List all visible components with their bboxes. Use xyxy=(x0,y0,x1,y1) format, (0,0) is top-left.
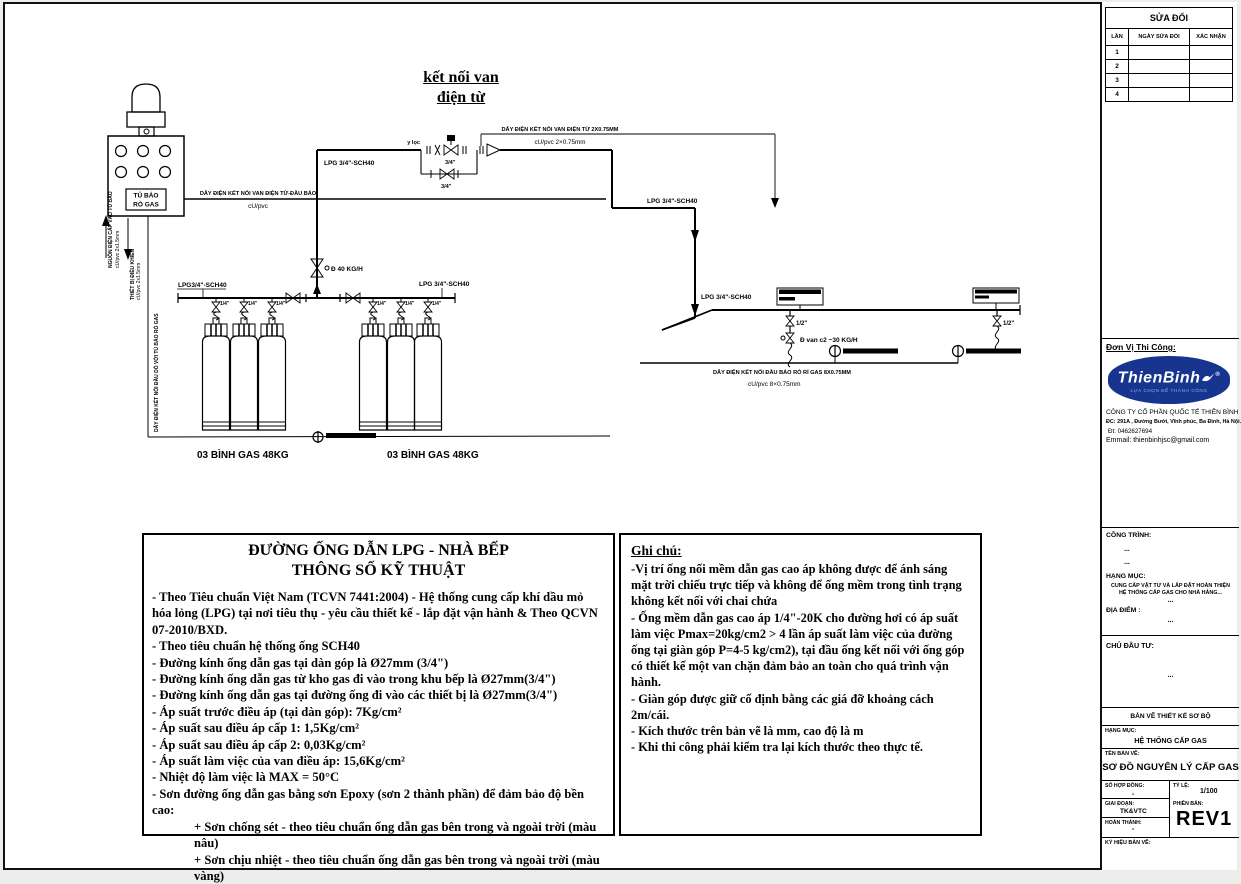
spec-line: - Đường kính ống dẫn gas tại dàn góp là Ø27mm (3/4") xyxy=(152,655,605,671)
gas-cylinder xyxy=(388,318,415,430)
tyle-label: TỶ LỆ: xyxy=(1173,783,1189,789)
wire-arrow-icon xyxy=(771,198,779,208)
note-line: - Giàn góp được giữ cố định bằng các giá đỡ khoảng cách 2m/cái. xyxy=(631,691,970,723)
chudautu-label: CHỦ ĐẦU TƯ: xyxy=(1106,641,1235,650)
revision-row xyxy=(1106,74,1232,88)
rev-sign xyxy=(1190,46,1232,59)
solenoid-valve-icon xyxy=(444,135,458,155)
spec-box xyxy=(142,533,615,836)
power-in-spec: cU/pvc 2x1.5mm xyxy=(115,231,121,268)
revision-row xyxy=(1106,60,1232,74)
congtrinh-value: ... xyxy=(1124,546,1130,553)
contractor-phone: Đt: 0462627694 xyxy=(1108,428,1152,435)
rev-date xyxy=(1129,60,1190,73)
giaidoan-value: TK&VTC xyxy=(1120,808,1147,815)
kitchen-line xyxy=(640,288,1021,388)
gas-cylinder xyxy=(415,318,442,430)
hangmuc-line2: HỆ THỐNG CẤP GAS CHO NHÀ HÀNG... xyxy=(1102,590,1239,596)
wire-tag xyxy=(326,433,376,438)
rev-sign xyxy=(1190,60,1232,73)
spec-line: - Sơn đường ống dẫn gas bằng sơn Epoxy (sơn 2 thành phần) để đảm bảo độ bền cao: xyxy=(152,786,605,819)
cylinder-manifold xyxy=(177,150,470,303)
note-line: - Ống mềm dẫn gas cao áp 1/4"-20K cho đường hơi có áp suất làm việc Pmax=20kg/cm2 > 4 lần áp suất làm việc của đường ống tại giàn góp P=4-5 kg/cm2), tại đầu ống kết nối với ống góp có thiết kế một van chặn đảm bảo an toàn cho quá trình vận hành. xyxy=(631,610,970,691)
rev-num: 4 xyxy=(1106,88,1129,101)
takeoff-size: 1/4" xyxy=(220,301,230,307)
spec-line: - Đường kính ống dẫn gas từ kho gas đi vào trong khu bếp là Ø27mm(3/4") xyxy=(152,671,605,687)
spec-line: - Áp suất sau điều áp cấp 1: 1,5Kg/cm² xyxy=(152,720,605,736)
cabinet-label-2: RÒ GAS xyxy=(133,200,159,209)
takeoff-size: 1/4" xyxy=(432,301,442,307)
logo-name: ThienBinh xyxy=(1118,369,1201,386)
takeoff-size: 1/4" xyxy=(248,301,258,307)
gas-cylinder xyxy=(231,318,258,430)
solenoid-valve-detail xyxy=(317,135,698,208)
contractor-email: Emmail: thienbinhjsc@gmail.com xyxy=(1106,437,1209,444)
flex-hose-icon xyxy=(995,326,998,350)
flow-arrow-icon xyxy=(691,304,699,316)
takeoff xyxy=(397,298,415,320)
manifold-right-label: LPG 3/4"-SCH40 xyxy=(419,281,470,288)
power-in-label: NGUỒN ĐIỆN CẤP VÀO TỦ BÁO xyxy=(106,191,114,268)
spec-title-2: THÔNG SỐ KỸ THUẬT xyxy=(152,561,605,581)
hangmuc-label: HẠNG MỤC: xyxy=(1106,573,1235,580)
equipment-label-box xyxy=(973,288,1019,310)
note-line: - Kích thước trên bản vẽ là mm, cao độ là m xyxy=(631,723,970,739)
spec-line: - Áp suất sau điều áp cấp 2: 0,03Kg/cm² xyxy=(152,737,605,753)
regulator-stage1-label: Đ 40 KG/H xyxy=(331,266,363,273)
takeoff xyxy=(212,298,230,320)
valve-size: 1/2" xyxy=(796,321,807,327)
spec-line: - Nhiệt độ làm việc là MAX = 50°C xyxy=(152,769,605,785)
spec-line: - Theo Tiêu chuẩn Việt Nam (TCVN 7441:2004) - Hệ thống cung cấp khí dầu mỏ hóa lỏng (LPG) tại nơi tiêu thụ - yêu cầu thiết kế - lắp đặt vận hành & Theo QCVN 07-2010/BXD. xyxy=(152,589,605,638)
revision-header-row xyxy=(1106,29,1232,46)
gas-cylinder xyxy=(259,318,286,430)
notes-title: Ghi chú: xyxy=(631,543,970,559)
chudautu-value: ... xyxy=(1102,672,1239,679)
congtrinh-value: ... xyxy=(1124,559,1130,566)
detector-wire-spec: cU/pvc 8×0.75mm xyxy=(748,381,801,388)
valve-size: 3/4" xyxy=(441,184,452,190)
gas-cylinder xyxy=(203,318,230,430)
cylinder-group-left-label: 03 BÌNH GAS 48KG xyxy=(197,448,289,461)
col-xacnhan: XÁC NHẬN xyxy=(1190,29,1232,45)
solenoid-wire-label: DÂY ĐIỆN KẾT NỐI VAN ĐIỆN TỪ 2X0.75MM xyxy=(502,125,619,133)
wire-tag xyxy=(843,349,898,354)
spec-line: + Sơn chịu nhiệt - theo tiêu chuẩn ống dẫn gas bên trong và ngoài trời (màu vàng) xyxy=(152,852,605,884)
gas-alarm-cabinet xyxy=(108,136,184,216)
phienban-value: REV1 xyxy=(1176,808,1232,831)
diadiem-value: ... xyxy=(1102,617,1239,624)
equipment-drop xyxy=(781,310,858,367)
tb-hangmuc-value: HỆ THỐNG CẤP GAS xyxy=(1102,736,1239,745)
hangmuc-line1: CUNG CẤP VẬT TƯ VÀ LẮP ĐẶT HOÀN THIỆN xyxy=(1102,583,1239,589)
detail-title-line1: kết nối van xyxy=(388,68,534,88)
alarm-bell-icon xyxy=(127,84,165,136)
rev-num: 3 xyxy=(1106,74,1129,87)
regulator-stage1-icon xyxy=(311,259,329,277)
rev-num: 2 xyxy=(1106,60,1129,73)
regulator-stage2-icon xyxy=(786,333,794,343)
actuator-icon xyxy=(487,144,500,156)
spec-line: + Sơn chống sét - theo tiêu chuẩn ống dẫn gas bên trong và ngoài trời (màu nâu) xyxy=(152,819,605,852)
kitchen-riser xyxy=(662,208,752,330)
detector-loop-wire xyxy=(148,216,610,443)
gas-cylinders xyxy=(197,318,479,461)
tb-hangmuc-label: HẠNG MỤC: xyxy=(1105,728,1234,734)
revision-table xyxy=(1105,7,1233,102)
hoanthanh-value: - xyxy=(1132,826,1134,833)
logo-text xyxy=(1118,367,1221,386)
ctrl-out-spec: cU/pvc 2x1.5mm xyxy=(136,263,142,300)
revision-row xyxy=(1106,88,1232,101)
spec-line: - Theo tiêu chuẩn hệ thống ống SCH40 xyxy=(152,638,605,654)
contractor-company: CÔNG TY CỔ PHẦN QUỐC TẾ THIÊN BÌNH xyxy=(1106,409,1237,416)
sohopdong-value: - xyxy=(1132,791,1134,798)
strainer-label: y lọc xyxy=(407,140,420,146)
logo-tagline: LỰA CHỌN ĐỂ THÀNH CÔNG xyxy=(1130,388,1207,393)
spec-line: - Đường kính ống dẫn gas tại đường ống đi vào các thiết bị là Ø27mm(3/4") xyxy=(152,687,605,703)
solenoid-wire-spec: cU/pvc 2×0.75mm xyxy=(535,139,586,146)
manifold-left-label: LPG3/4"-SCH40 xyxy=(178,282,227,289)
strainer-icon xyxy=(435,145,440,155)
contractor-address: ĐC: 291A , Đường Bưởi, Vĩnh phúc, Ba Đình, Hà Nội. xyxy=(1106,419,1237,425)
takeoff-valve-icon xyxy=(212,302,220,312)
rev-num: 1 xyxy=(1106,46,1129,59)
detector-wire-run xyxy=(640,345,1021,388)
giaidoan-label: GIAI ĐOẠN: xyxy=(1105,801,1234,807)
rev-sign xyxy=(1190,74,1232,87)
note-line: - Khi thi công phải kiểm tra lại kích thước theo thực tế. xyxy=(631,739,970,755)
takeoff-valve-icon xyxy=(240,302,248,312)
congtrinh-label: CÔNG TRÌNH: xyxy=(1106,532,1235,539)
takeoff-valve-icon xyxy=(424,302,432,312)
registered-mark: ® xyxy=(1215,372,1220,378)
detector-wire-vert-label: DÂY ĐIỆN KẾT NỐI ĐẦU DÒ VỚI TỦ BÁO RÒ GAS xyxy=(152,313,160,432)
sohopdong-label: SỐ HỢP ĐỒNG: xyxy=(1105,783,1234,789)
isolation-valve-icon xyxy=(786,316,794,326)
takeoff-valve-icon xyxy=(369,302,377,312)
revision-title: SỬA ĐỔI xyxy=(1106,8,1232,29)
bird-icon xyxy=(1201,373,1215,382)
phienban-label: PHIÊN BẢN: xyxy=(1173,801,1203,807)
valve-size: 1/2" xyxy=(1003,321,1014,327)
notes-box xyxy=(619,533,982,836)
spec-line: - Áp suất làm việc của van điều áp: 15,6Kg/cm² xyxy=(152,753,605,769)
detail-title-line2: điện từ xyxy=(388,88,534,108)
wire-label: DÂY ĐIỆN KẾT NỐI VAN ĐIỆN TỪ-ĐẦU BÁO xyxy=(200,189,317,197)
riser-label: LPG 3/4"-SCH40 xyxy=(701,294,752,301)
tb-ten-value: SƠ ĐỒ NGUYÊN LÝ CẤP GAS xyxy=(1102,762,1239,773)
takeoff xyxy=(240,298,258,320)
rev-date xyxy=(1129,46,1190,59)
cylinder-group-right-label: 03 BÌNH GAS 48KG xyxy=(387,448,479,461)
hoanthanh-label: HOÀN THÀNH: xyxy=(1105,820,1234,826)
col-ngay: NGÀY SỬA ĐỔI xyxy=(1129,29,1190,45)
takeoff-size: 1/4" xyxy=(405,301,415,307)
contractor-heading: Đơn Vị Thi Công: xyxy=(1106,342,1176,352)
detail-title xyxy=(388,68,534,108)
spec-line: - Áp suất trước điều áp (tại dàn góp): 7Kg/cm² xyxy=(152,704,605,720)
flow-arrow-icon xyxy=(691,230,699,242)
rev-date xyxy=(1129,74,1190,87)
cylinder-takeoffs xyxy=(212,298,442,320)
takeoff-size: 1/4" xyxy=(276,301,286,307)
tyle-value: 1/100 xyxy=(1200,788,1218,795)
takeoff xyxy=(424,298,442,320)
detector-wire-label: DÂY ĐIỆN KẾT NỐI ĐẦU BÁO RÒ RỈ GAS 8X0.75MM xyxy=(713,368,851,376)
regulator-stage2-label: Đ van c2 ~30 KG/H xyxy=(800,337,858,344)
flow-arrow-icon xyxy=(313,284,321,294)
main-pipe-mid-label: LPG 3/4"-SCH40 xyxy=(647,198,698,205)
titleblock-sidebar xyxy=(1100,2,1237,870)
wire-tag xyxy=(966,349,1021,354)
wire-sublabel: cU/pvc xyxy=(248,203,269,210)
cabinet-label-1: TỦ BÁO xyxy=(134,191,159,200)
solenoid-wire-loop xyxy=(481,125,779,208)
kyhieu-label: KÝ HIỆU BẢN VẼ: xyxy=(1105,840,1234,846)
takeoff xyxy=(268,298,286,320)
rev-date xyxy=(1129,88,1190,101)
takeoff-size: 1/4" xyxy=(377,301,387,307)
cabinet-detector-wire xyxy=(184,189,606,210)
ctrl-out-label: THIẾT BỊ ĐIỀU KHIỂN xyxy=(129,248,136,300)
main-pipe-top-label: LPG 3/4"-SCH40 xyxy=(324,160,375,167)
takeoff xyxy=(369,298,387,320)
revision-row xyxy=(1106,46,1232,60)
note-line: -Vị trí ống nối mềm dẫn gas cao áp không được để ánh sáng mặt trời chiếu trực tiếp và không để ống mềm trong tình trạng không kết nối với chai chứa xyxy=(631,561,970,610)
equipment-drop xyxy=(993,310,1014,350)
hangmuc-line3: ... xyxy=(1102,597,1239,604)
spec-title-1: ĐƯỜNG ỐNG DẪN LPG - NHÀ BẾP xyxy=(152,541,605,561)
rev-sign xyxy=(1190,88,1232,101)
valve-size: 3/4" xyxy=(445,160,456,166)
drawing-type: BẢN VẼ THIẾT KẾ SƠ BỘ xyxy=(1102,713,1239,720)
col-lan: LẦN xyxy=(1106,29,1129,45)
gas-cylinder xyxy=(360,318,387,430)
thien-binh-logo xyxy=(1108,356,1230,404)
diadiem-label: ĐỊA ĐIỂM : xyxy=(1106,607,1235,614)
tb-ten-label: TÊN BẢN VẼ: xyxy=(1105,751,1234,757)
takeoff-valve-icon xyxy=(268,302,276,312)
takeoff-valve-icon xyxy=(397,302,405,312)
isolation-valve-icon xyxy=(993,316,1001,326)
equipment-label-box xyxy=(777,288,823,310)
